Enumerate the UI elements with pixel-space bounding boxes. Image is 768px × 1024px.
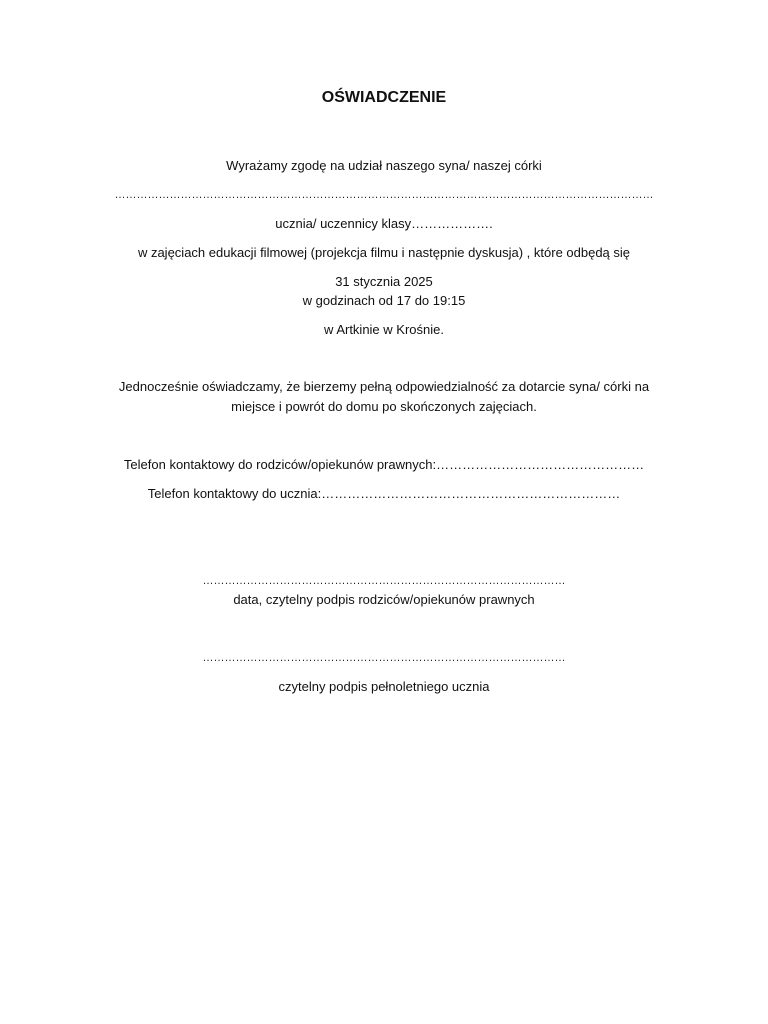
consent-line: Wyrażamy zgodę na udział naszego syna/ naszej córki <box>226 158 542 173</box>
student-name-blank: ………………………………………………………………………………………………………………………………… <box>114 189 654 201</box>
document-title: OŚWIADCZENIE <box>321 89 447 106</box>
class-line: ucznia/ uczennicy klasy………………. <box>275 216 493 231</box>
activity-line: w zajęciach edukacji filmowej (projekcja filmu i następnie dyskusja) , które odbędą się <box>137 245 631 260</box>
student-signature-label: czytelny podpis pełnoletniego ucznia <box>278 679 490 694</box>
student-phone-line: Telefon kontaktowy do ucznia:…………………………………………………………… <box>147 486 621 501</box>
place-line: w Artkinie w Krośnie. <box>324 322 444 337</box>
parent-signature-blank: ……………………………………………………………………………………… <box>202 575 566 587</box>
date-line: 31 stycznia 2025 <box>335 274 433 289</box>
parent-signature-label: data, czytelny podpis rodziców/opiekunów prawnych <box>233 592 535 607</box>
responsibility-line-1: Jednocześnie oświadczamy, że bierzemy pełną odpowiedzialność za dotarcie syna/ córki na <box>118 379 650 394</box>
responsibility-line-2: miejsce i powrót do domu po skończonych zajęciach. <box>231 399 537 414</box>
student-signature-blank: ……………………………………………………………………………………… <box>202 652 566 664</box>
hours-line: w godzinach od 17 do 19:15 <box>302 293 466 308</box>
parent-phone-line: Telefon kontaktowy do rodziców/opiekunów prawnych:………………………………………… <box>123 457 645 472</box>
